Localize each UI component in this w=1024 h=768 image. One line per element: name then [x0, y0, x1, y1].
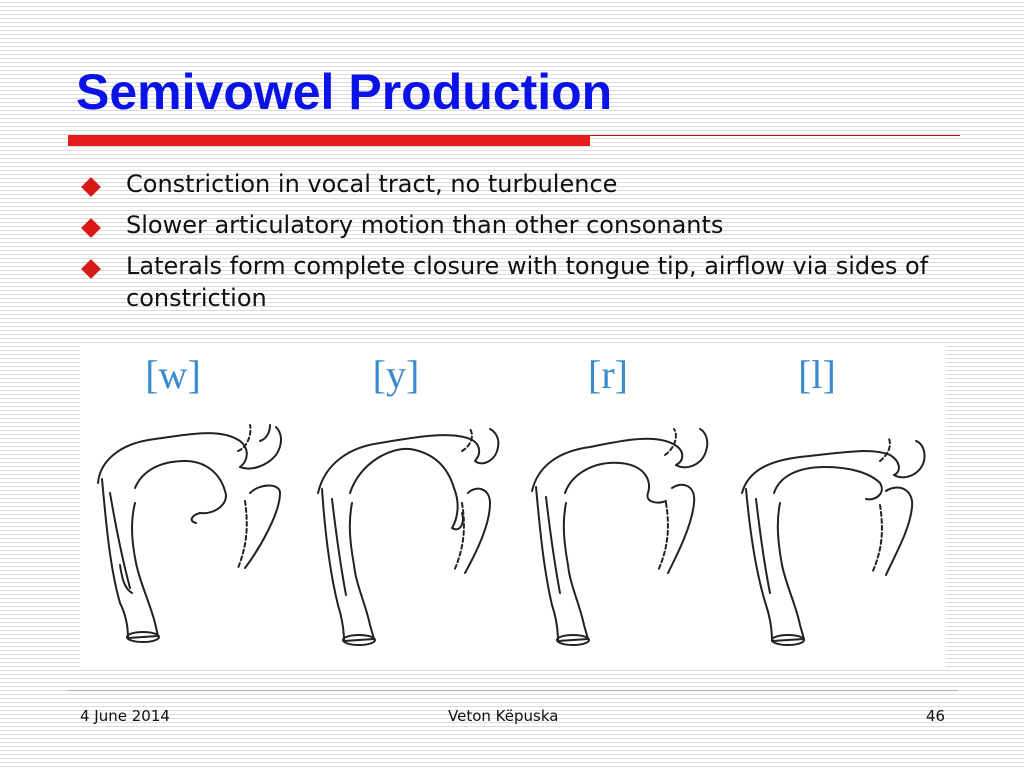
phone-label-w: [w] — [145, 352, 201, 397]
bullet-item — [78, 209, 958, 241]
diamond-bullet-icon — [81, 218, 101, 238]
phone-label-l: [l] — [798, 352, 836, 397]
bullet-item — [78, 250, 958, 314]
title-underline-thick — [68, 135, 590, 146]
vocal-tract-drawing-r — [532, 429, 707, 645]
phone-label-y: [y] — [372, 352, 420, 397]
bullet-text: Laterals form complete closure with tongue tip, airflow via sides of constriction — [126, 252, 929, 312]
vocal-tract-figure — [80, 343, 946, 667]
diamond-bullet-icon — [81, 259, 101, 279]
phone-label-r: [r] — [588, 352, 628, 397]
vocal-tract-drawing-l — [742, 437, 925, 645]
vocal-tract-drawing-y — [318, 429, 498, 645]
diamond-bullet-icon — [81, 177, 101, 197]
slide-title: Semivowel Production — [76, 64, 613, 120]
footer-divider — [68, 690, 958, 691]
footer-date: 4 June 2014 — [80, 707, 170, 725]
slide-number: 46 — [926, 707, 946, 725]
bullet-list — [78, 168, 958, 323]
vocal-tract-drawing-w — [98, 425, 281, 642]
bullet-item — [78, 168, 958, 200]
footer-author: Veton Këpuska — [448, 707, 559, 725]
bullet-text: Constriction in vocal tract, no turbulence — [126, 170, 618, 198]
bullet-text: Slower articulatory motion than other consonants — [126, 211, 724, 239]
